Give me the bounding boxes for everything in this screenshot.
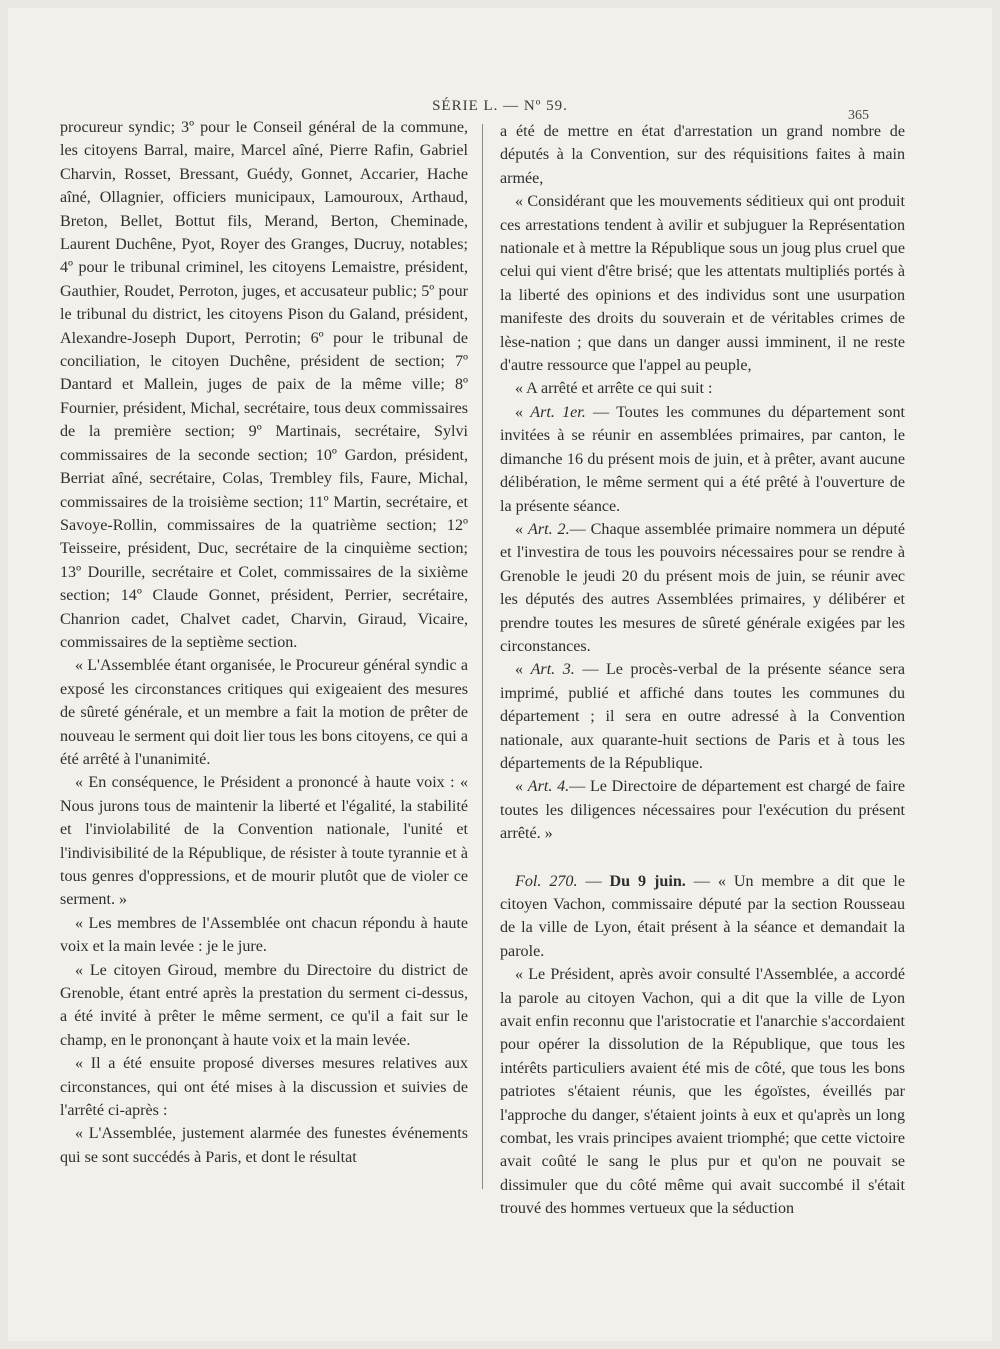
paragraph: a été de mettre en état d'arrestation un grand nombre de députés à la Convention, sur des réquisitions faites à main armée,	[500, 123, 905, 187]
paragraph: procureur syndic; 3º pour le Conseil général de la commune, les citoyens Barral, maire, Marcel aîné, Pierre Rafin, Gabriel Charvin, Rosset, Bressant, Guédy, Gonnet, Accarier, Hache aîné, Ollagnier, officiers municipaux, Lamouroux, Arthaud, Breton, Bellet, Bottut fils, Merand, Berton, Cheminade, Laurent Duchêne, Pyot, Royer des Granges, Ducruy, notables; 4º pour le tribunal criminel, les citoyens Lemaistre, président, Gauthier, Roudet, Perroton, juges, et accusateur public; 5º pour le tribunal du district, les citoyens Pison du Galand, président, Alexandre-Joseph Duport, Perrotin; 6º pour le tribunal de conciliation, le citoyen Duchêne, président de section; 7º Dantard et Mallein, juges de paix de la même ville; 8º Fournier, président, Michal, secrétaire, tous deux commissaires de la première section; 9º Martinais, secrétaire, Sylvi commissaires de la seconde section; 10º Gardon, président, Berriat aîné, secrétaire, Colas, Trembley fils, Faure, Michal, commissaires de la troisième section; 11º Martin, secrétaire, et Savoye-Rollin, commissaires de la quatrième section; 12º Teisseire, président, Duc, secrétaire de la cinquième section; 13º Dourille, secrétaire et Colet, commissaires de la sixième section; 14º Claude Gonnet, président, Perrier, secrétaire, Chanrion cadet, Chalvet cadet, Charvin, Giraud, Vicaire, commissaires de la septième section.	[60, 119, 468, 651]
paragraph: « Le Président, après avoir consulté l'Assemblée, a accordé la parole au citoyen Vachon, qui a dit que la ville de Lyon avait enfin reconnu que l'aristocratie et l'anarchie s'accordaient pour opérer la dissolution de la République, que tous les intérêts particuliers avaient été mis de côté, que tous les bons patriotes s'étaient réunis, que les égoïstes, éveillés par l'approche du danger, s'étaient joints à eux et qu'après un long combat, les vrais principes avaient triomphé; que cette victoire avait coûté le sang le plus pur et qu'on ne pouvait se dissimuler que du côté même qui avait succombé il s'était trouvé des hommes vertueux que la séduction	[500, 966, 905, 1218]
article-4: « Art. 4.— Le Directoire de département est chargé de faire toutes les diligences nécessaires pour l'exécution du présent arrêté. »	[500, 778, 905, 843]
folio-label: Fol. 270.	[515, 872, 578, 890]
article-text: — Chaque assemblée primaire nommera un député et l'investira de tous les pouvoirs nécessaires pour se rendre à Grenoble le jeudi 20 du présent mois de juin, se réunir avec les députés des autres Assemblées primaires, y délibérer et prendre toutes les mesures de sûreté générale exigées par les circonstances.	[500, 520, 906, 655]
right-column	[500, 120, 905, 1221]
section-gap	[500, 846, 905, 870]
article-2: « Art. 2.— Chaque assemblée primaire nommera un député et l'investira de tous les pouvoirs nécessaires pour se rendre à Grenoble le jeudi 20 du présent mois de juin, se réunir avec les députés des autres Assemblées primaires, y délibérer et prendre toutes les mesures de sûreté générale exigées par les circonstances.	[500, 520, 906, 655]
paragraph: « Les membres de l'Assemblée ont chacun répondu à haute voix et la main levée : je le jure.	[60, 914, 468, 956]
paragraph: « A arrêté et arrête ce qui suit :	[515, 380, 713, 398]
article-text: — Le Directoire de département est chargé de faire toutes les diligences nécessaires pour l'exécution du présent arrêté. »	[500, 778, 905, 843]
paragraph: « En conséquence, le Président a prononcé à haute voix : « Nous jurons tous de maintenir la liberté et l'égalité, la stabilité et l'inviolabilité de la Convention nationale, l'unité et l'indivisibilité de la République, de résister à toute tyrannie et à tous genres d'oppressions, et de mourir plutôt que de violer ce serment. »	[60, 774, 468, 909]
article-text: — Toutes les communes du département sont invitées à se réunir en assemblées primaires, par canton, le dimanche 16 du présent mois de juin, et à prêter, avant aucune délibération, le même serment qui a été prêté à l'ouverture de la présente séance.	[500, 403, 905, 515]
folio-entry: Fol. 270. — Du 9 juin. — « Un membre a dit que le citoyen Vachon, commissaire député par la section Rousseau de la ville de Lyon, était présent à la séance et demandait la parole.	[500, 872, 905, 960]
page-number: 365	[848, 108, 869, 123]
article-label: Art. 4.	[527, 778, 570, 796]
document-page	[8, 8, 992, 1341]
paragraph: « L'Assemblée étant organisée, le Procureur général syndic a exposé les circonstances critiques qui exigeaient des mesures de sûreté générale, et un membre a fait la motion de prêter de nouveau le serment qui doit lier tous les bons citoyens, ce qui a été arrêté à l'unanimité.	[60, 657, 468, 768]
folio-text: — « Un membre a dit que le citoyen Vachon, commissaire député par la section Rousseau de la ville de Lyon, était présent à la séance et demandait la parole.	[500, 872, 905, 960]
article-label: Art. 2.	[528, 520, 570, 538]
folio-date: Du 9 juin.	[609, 872, 686, 890]
article-1: « Art. 1er. — Toutes les communes du département sont invitées à se réunir en assemblées primaires, par canton, le dimanche 16 du présent mois de juin, et à prêter, avant aucune délibération, le même serment qui a été prêté à l'ouverture de la présente séance.	[500, 403, 905, 515]
article-text: — Le procès-verbal de la présente séance sera imprimé, publié et affiché dans toutes les communes du département ; il sera en outre adressé à la Convention nationale, aux quarante-huit sections de Paris et à tous les départements de la République.	[500, 661, 905, 772]
article-label: Art. 3.	[530, 661, 575, 679]
left-column	[60, 116, 468, 1169]
paragraph: « L'Assemblée, justement alarmée des funestes événements qui se sont succédés à Paris, et dont le résultat	[60, 1125, 468, 1166]
paragraph: « Il a été ensuite proposé diverses mesures relatives aux circonstances, qui ont été mises à la discussion et suivies de l'arrêté ci-après :	[60, 1055, 468, 1120]
article-3: « Art. 3. — Le procès-verbal de la présente séance sera imprimé, publié et affiché dans toutes les communes du département ; il sera en outre adressé à la Convention nationale, aux quarante-huit sections de Paris et à tous les départements de la République.	[500, 661, 905, 772]
paragraph: « Considérant que les mouvements séditieux qui ont produit ces arrestations tendent à avilir et subjuguer la Représentation nationale et à mettre la République sous un joug plus cruel que celui qui vient d'être brisé; que les attentats multipliés portés à la liberté des opinions et des individus sont une usurpation manifeste des droits du souverain et de véritables crimes de lèse-nation ; que dans un danger aussi imminent, il ne reste d'autre ressource que l'appel au peuple,	[500, 193, 905, 375]
column-divider	[482, 124, 483, 1189]
paragraph: « Le citoyen Giroud, membre du Directoire du district de Grenoble, étant entré après la prestation du serment ci-dessus, a été invité à prêter le même serment, ce qu'il a fait sur le champ, en le prononçant à haute voix et la main levée.	[60, 961, 468, 1049]
running-title: SÉRIE L. — Nº 59.	[432, 98, 568, 114]
article-label: Art. 1er.	[530, 403, 586, 421]
